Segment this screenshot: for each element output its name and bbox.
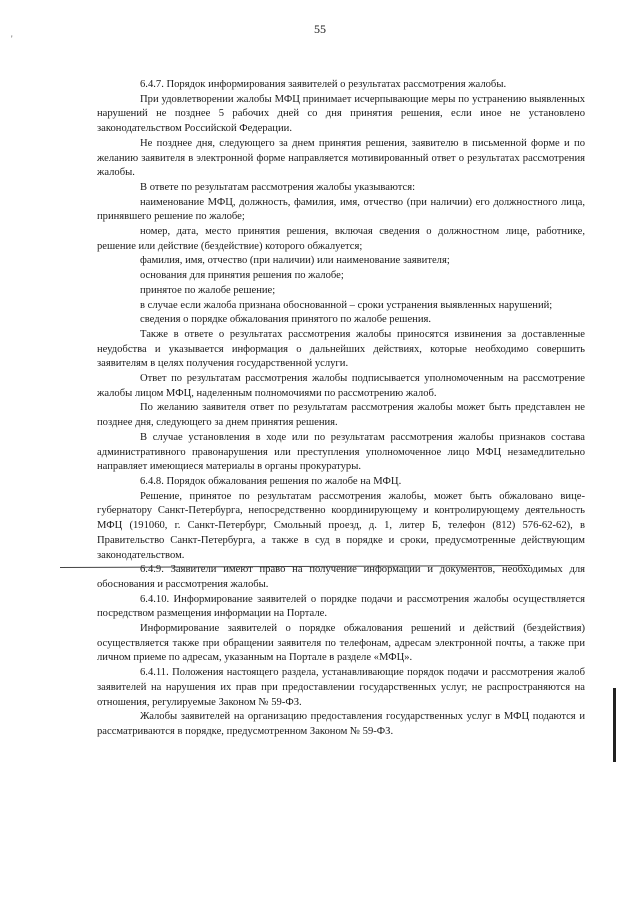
list-item: принятое по жалобе решение;: [140, 284, 276, 296]
section-6-4-11: 6.4.11. Положения настоящего раздела, устанавливающие порядок подачи и рассмотрения жалоб заявителей на нарушения их прав при предоставлении государственных услуг, не распространяются на отношения, регулируемые Законом № 59-ФЗ.: [97, 667, 585, 708]
paragraph: По желанию заявителя ответ по результатам рассмотрения жалобы может быть представлен не позднее дня, следующего за днем принятия решения.: [97, 402, 585, 429]
list-item: сведения о порядке обжалования принятого по жалобе решения.: [140, 314, 432, 326]
paragraph: При удовлетворении жалобы МФЦ принимает исчерпывающие меры по устранению выявленных нарушений не позднее 5 рабочих дней со дня принятия решения, если иное не установлено законодательством Российской Федерации.: [97, 93, 585, 135]
paragraph: Не позднее дня, следующего за днем принятия решения, заявителю в письменной форме и по желанию заявителя в электронной форме направляется мотивированный ответ о результатах рассмотрения жалобы.: [97, 137, 585, 179]
document-body: [97, 78, 585, 740]
page-number: 55: [314, 22, 326, 36]
paragraph: Также в ответе о результатах рассмотрения жалобы приносятся извинения за доставленные неудобства и указывается информация о дальнейших действиях, которые необходимо совершить заявителям в целях получения государственной услуги.: [97, 328, 585, 370]
list-item: фамилия, имя, отчество (при наличии) или наименование заявителя;: [140, 255, 450, 267]
paragraph: Ответ по результатам рассмотрения жалобы подписывается уполномоченным на рассмотрение жалобы лицом МФЦ, наделенным полномочиями по рассмотрению жалоб.: [97, 373, 585, 399]
list-item: в случае если жалоба признана обоснованной – сроки устранения выявленных нарушений;: [140, 299, 553, 311]
scan-edge-mark: [613, 688, 616, 762]
list-item: номер, дата, место принятия решения, включая сведения о должностном лице, работнике, решение или действие (бездействие) которого обжалуется;: [97, 226, 585, 252]
list-item: основания для принятия решения по жалобе;: [140, 270, 344, 282]
section-heading-6-4-7: 6.4.7. Порядок информирования заявителей о результатах рассмотрения жалобы.: [140, 79, 507, 90]
section-heading-6-4-8: 6.4.8. Порядок обжалования решения по жалобе на МФЦ.: [140, 475, 402, 487]
paragraph: Решение, принятое по результатам рассмотрения жалобы, может быть обжаловано вице-губернатору Санкт-Петербурга, непосредственно координирующему и контролирующему деятельность МФЦ (191060, г. Санкт-Петербург, Смольный проезд, д. 1, литер Б, телефон (812) 576-62-62), в Правительство Санкт-Петербурга, а также в суд в порядке и сроки, предусмотренные действующим законодательством.: [97, 490, 585, 561]
scan-corner-mark: ': [11, 34, 13, 44]
list-item: наименование МФЦ, должность, фамилия, имя, отчество (при наличии) его должностного лица, принявшего решение по жалобе;: [97, 196, 585, 223]
paragraph: В случае установления в ходе или по результатам рассмотрения жалобы признаков состава административного правонарушения или преступления уполномоченное лицо МФЦ незамедлительно направляет имеющиеся материалы в органы прокуратуры.: [97, 431, 585, 473]
paragraph: Информирование заявителей о порядке обжалования решений и действий (бездействия) осуществляется также при обращении заявителя по телефонам, адресам электронной почты, а также при личном приеме по адресам, указанным на Портале в разделе «МФЦ».: [97, 623, 585, 664]
paragraph: В ответе по результатам рассмотрения жалобы указываются:: [140, 181, 416, 193]
section-6-4-9: 6.4.9. Заявители имеют право на получение информации и документов, необходимых для обоснования и рассмотрения жалобы.: [97, 564, 585, 590]
section-6-4-10: 6.4.10. Информирование заявителей о порядке подачи и рассмотрения жалобы осуществляется посредством размещения информации на Портале.: [97, 593, 585, 620]
paragraph: Жалобы заявителей на организацию предоставления государственных услуг в МФЦ подаются и рассматриваются в порядке, предусмотренном Законом № 59-ФЗ.: [97, 711, 585, 737]
